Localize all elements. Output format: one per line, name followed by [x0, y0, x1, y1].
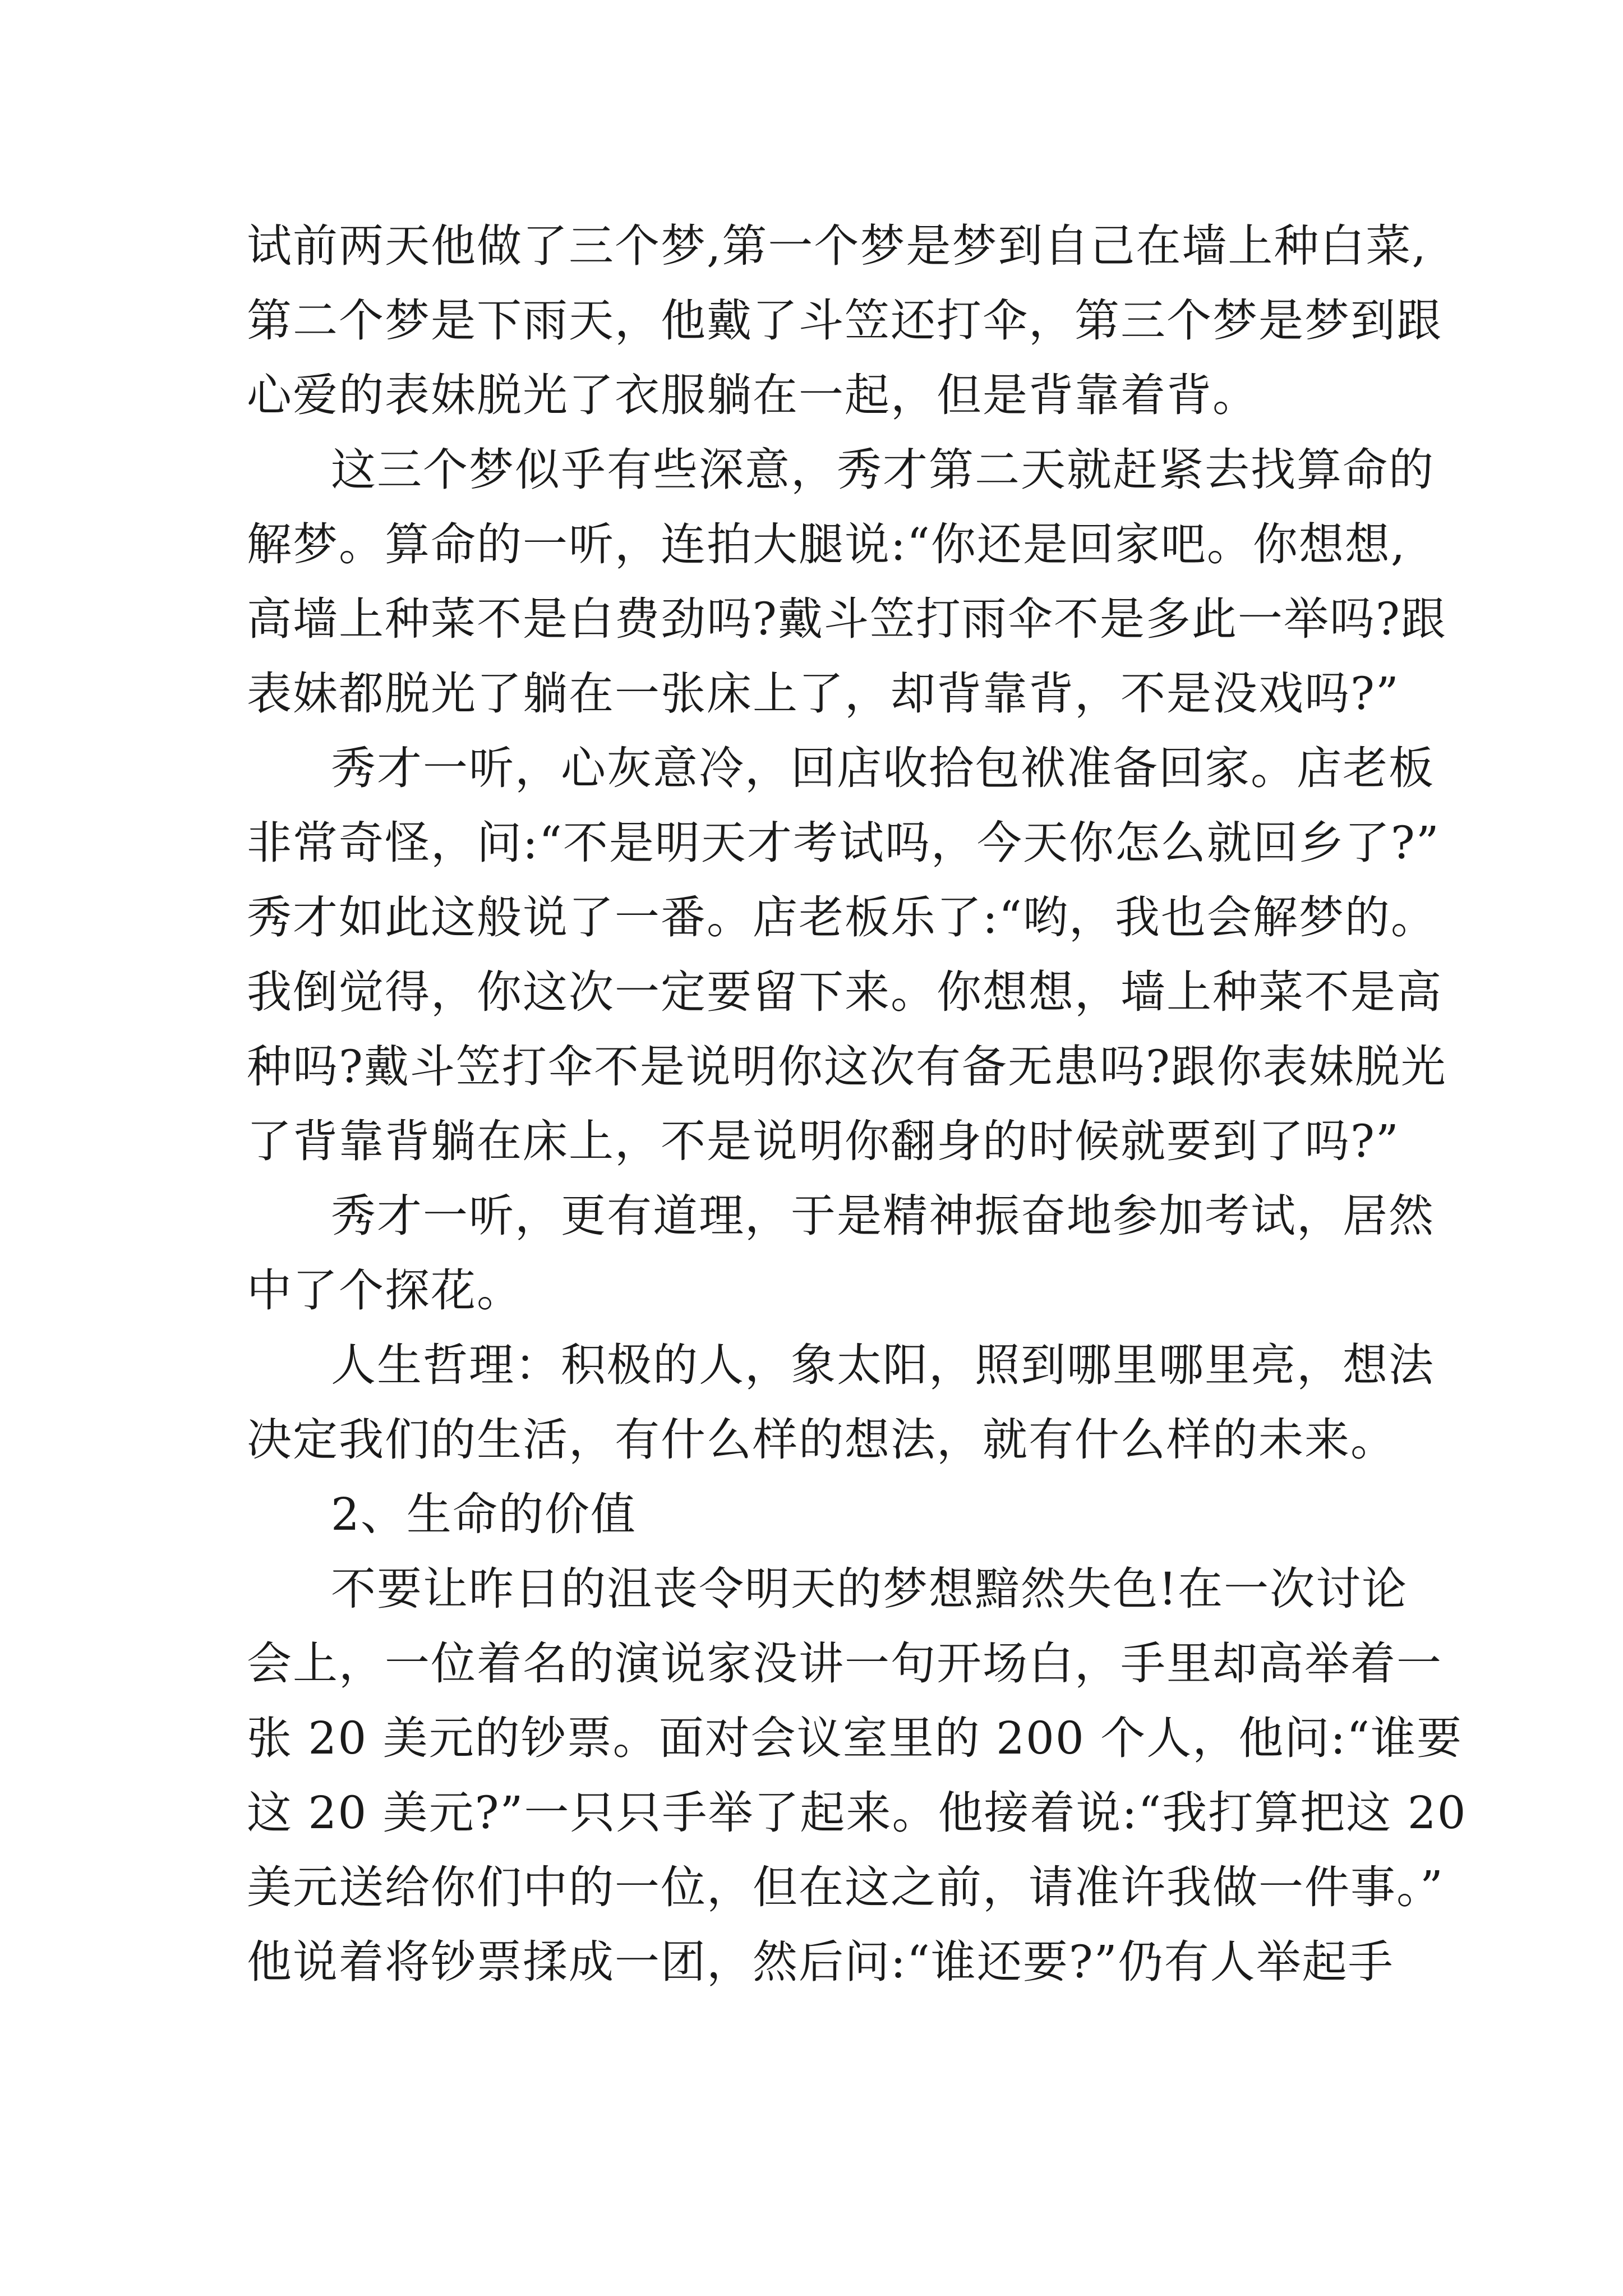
- text-line: 美元送给你们中的一位，但在这之前，请准许我做一件事。”: [247, 1861, 1444, 1913]
- text-line: 高墙上种菜不是白费劲吗?戴斗笠打雨伞不是多此一举吗?跟: [247, 593, 1447, 645]
- text-line: 他说着将钞票揉成一团，然后问:“谁还要?”仍有人举起手: [247, 1936, 1394, 1988]
- text-line: 会上，一位着名的演说家没讲一句开场白，手里却高举着一: [247, 1637, 1442, 1690]
- text-line: 解梦。算命的一听，连拍大腿说:“你还是回家吧。你想想,: [247, 518, 1407, 570]
- text-line: 这三个梦似乎有些深意，秀才第二天就赶紧去找算命的: [331, 444, 1435, 496]
- text-line: 张 20 美元的钞票。面对会议室里的 200 个人，他问:“谁要: [247, 1712, 1463, 1764]
- text-line: 试前两天他做了三个梦,第一个梦是梦到自己在墙上种白菜,: [247, 220, 1427, 272]
- text-line: 秀才一听，更有道理，于是精神振奋地参加考试，居然: [331, 1190, 1435, 1242]
- text-line: 我倒觉得，你这次一定要留下来。你想想，墙上种菜不是高: [247, 966, 1442, 1018]
- text-line: 这 20 美元?”一只只手举了起来。他接着说:“我打算把这 20: [247, 1787, 1467, 1839]
- text-line: 秀才一听，心灰意冷，回店收拾包袱准备回家。店老板: [331, 742, 1435, 794]
- text-line: 2、生命的价值: [331, 1488, 637, 1540]
- text-line: 第二个梦是下雨天，他戴了斗笠还打伞，第三个梦是梦到跟: [247, 295, 1442, 347]
- text-line: 了背靠背躺在床上，不是说明你翻身的时候就要到了吗?”: [247, 1115, 1400, 1167]
- text-line: 非常奇怪，问:“不是明天才考试吗，今天你怎么就回乡了?”: [247, 817, 1440, 869]
- text-line: 表妹都脱光了躺在一张床上了，却背靠背，不是没戏吗?”: [247, 668, 1400, 720]
- text-line: 不要让昨日的沮丧令明天的梦想黯然失色!在一次讨论: [331, 1563, 1408, 1615]
- document-body: [247, 209, 1467, 1999]
- text-line: 人生哲理：积极的人，象太阳，照到哪里哪里亮，想法: [331, 1339, 1435, 1391]
- text-line: 中了个探花。: [247, 1264, 523, 1317]
- text-line: 心爱的表妹脱光了衣服躺在一起，但是背靠着背。: [247, 369, 1258, 421]
- text-line: 种吗?戴斗笠打伞不是说明你这次有备无患吗?跟你表妹脱光: [247, 1041, 1447, 1093]
- text-line: 决定我们的生活，有什么样的想法，就有什么样的未来。: [247, 1414, 1396, 1466]
- text-line: 秀才如此这般说了一番。店老板乐了:“哟，我也会解梦的。: [247, 891, 1437, 944]
